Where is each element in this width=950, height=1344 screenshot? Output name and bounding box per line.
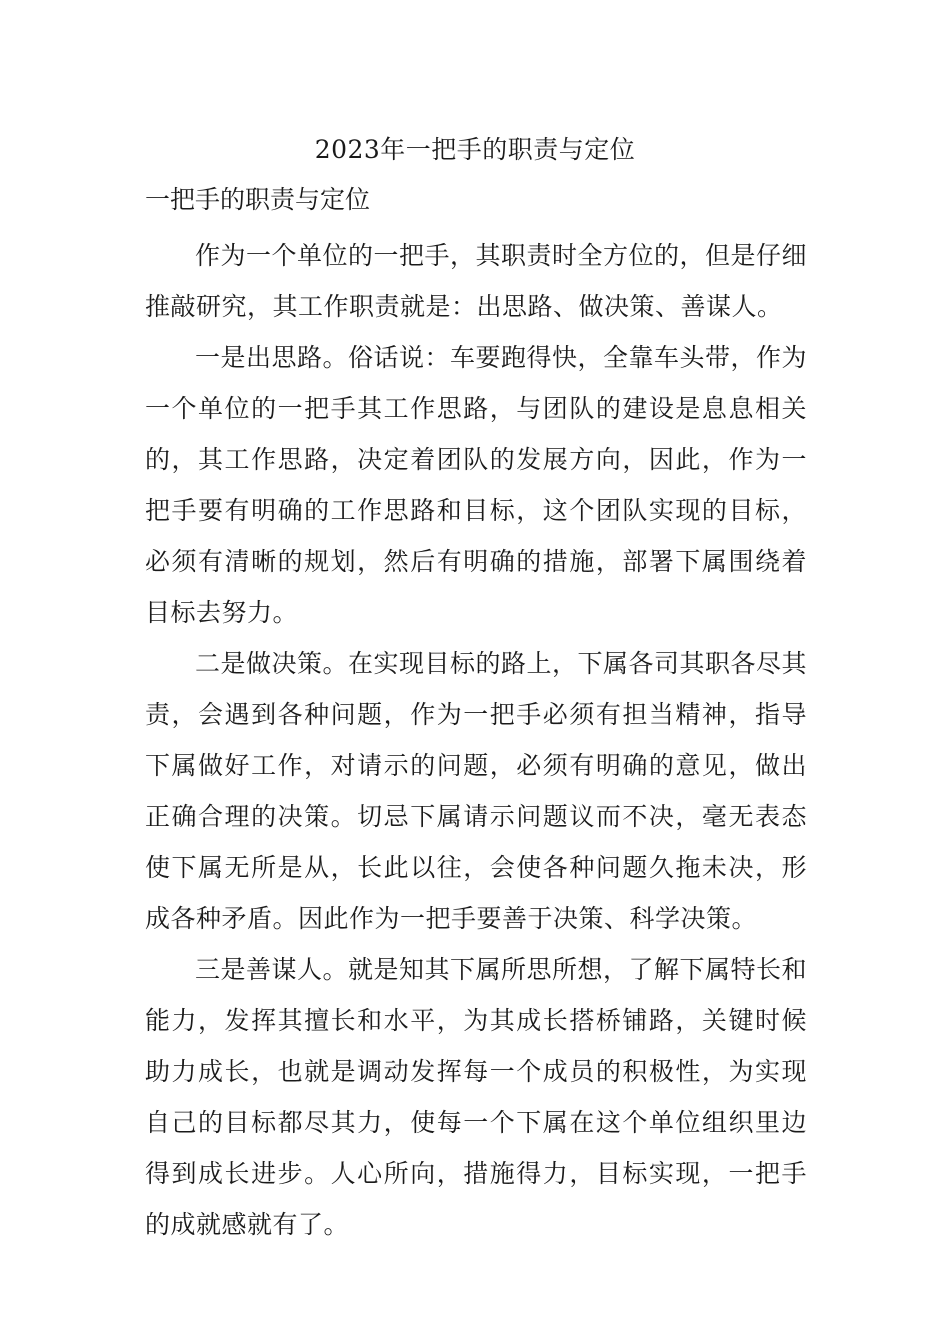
document-subtitle: 一把手的职责与定位 <box>145 185 371 214</box>
paragraph-decisions: 二是做决策。在实现目标的路上，下属各司其职各尽其责，会遇到各种问题，作为一把手必须有担当精神，指导下属做好工作，对请示的问题，必须有明确的意见，做出正确合理的决策。切忌下属请示问题议而不决，毫无表态使下属无所是从，长此以往，会使各种问题久拖未决，形成各种矛盾。因此作为一把手要善于决策、科学决策。 <box>145 649 808 933</box>
paragraph-intro: 作为一个单位的一把手，其职责时全方位的，但是仔细推敲研究，其工作职责就是：出思路、做决策、善谋人。 <box>145 241 808 321</box>
document-title: 2023年一把手的职责与定位 <box>314 135 636 164</box>
paragraph-people: 三是善谋人。就是知其下属所思所想，了解下属特长和能力，发挥其擅长和水平，为其成长搭桥铺路，关键时候助力成长，也就是调动发挥每一个成员的积极性，为实现自己的目标都尽其力，使每一个下属在这个单位组织里边得到成长进步。人心所向，措施得力，目标实现，一把手的成就感就有了。 <box>145 955 808 1239</box>
document-body <box>145 230 807 1250</box>
paragraph-ideas: 一是出思路。俗话说：车要跑得快，全靠车头带，作为一个单位的一把手其工作思路，与团队的建设是息息相关的，其工作思路，决定着团队的发展方向，因此，作为一把手要有明确的工作思路和目标，这个团队实现的目标，必须有清晰的规划，然后有明确的措施，部署下属围绕着目标去努力。 <box>145 343 808 627</box>
